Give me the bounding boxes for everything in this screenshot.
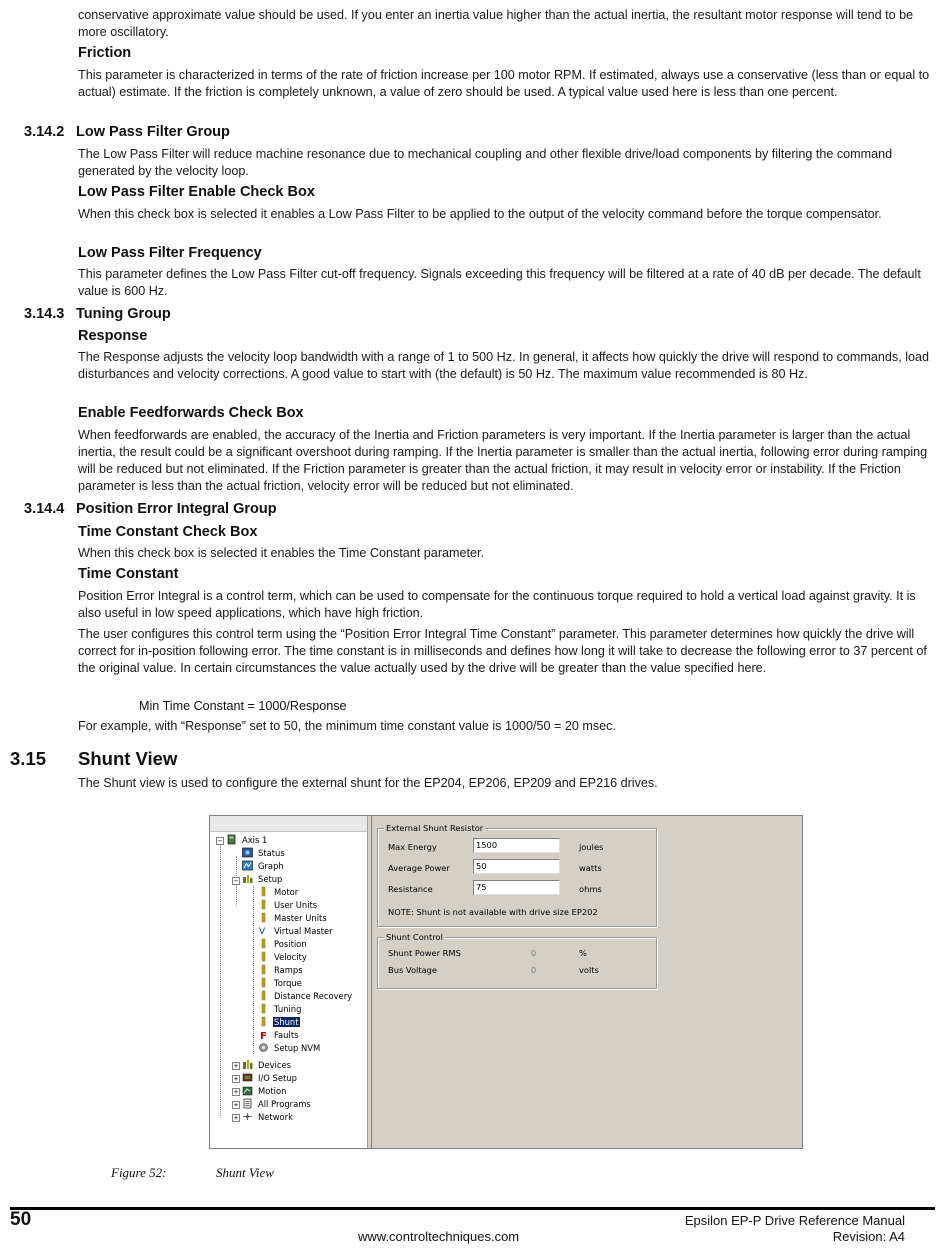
pane-splitter[interactable] <box>368 816 372 1148</box>
tree-node-faults[interactable]: F Faults <box>260 1030 299 1040</box>
motion-icon <box>242 1085 253 1096</box>
section-3-14-4-heading <box>24 500 277 518</box>
tree-node-torque[interactable]: Torque <box>258 977 303 990</box>
section-title: Position Error Integral Group <box>76 501 277 517</box>
max-energy-field[interactable]: 1500 <box>473 838 560 853</box>
tree-node-graph[interactable]: Graph <box>242 860 285 873</box>
revision: Revision: A4 <box>832 1229 905 1244</box>
paragraph-example: For example, with “Response” set to 50, the minimum time constant value is 1000/50 = 20 msec. <box>78 719 616 733</box>
paragraph-low-pass-filter: The Low Pass Filter will reduce machine resonance due to mechanical coupling and other flexible drive/load components by filtering the command generated by the velocity loop. <box>78 147 893 178</box>
resistance-label: Resistance <box>388 884 433 894</box>
heading-feedforwards: Enable Feedforwards Check Box <box>78 405 304 421</box>
paragraph-lpf-enable: When this check box is selected it enables a Low Pass Filter to be applied to the output of the velocity command before the torque compensator. <box>78 207 882 221</box>
section-number: 3.14.2 <box>24 124 65 140</box>
programs-icon <box>242 1098 253 1109</box>
collapse-axis-toggle[interactable]: − <box>217 837 223 845</box>
section-number: 3.14.3 <box>24 306 65 322</box>
graph-icon <box>242 860 253 871</box>
heading-time-constant: Time Constant <box>78 566 179 582</box>
tree-node-distance-recovery[interactable]: Distance Recovery <box>258 990 353 1003</box>
shunt-view-screenshot <box>209 815 803 1149</box>
expand-motion-toggle[interactable]: + <box>233 1088 239 1096</box>
tree-node-setup[interactable]: Setup <box>242 873 283 886</box>
section-3-15-heading <box>10 748 177 770</box>
tree-node-master-units[interactable]: Master Units <box>258 912 328 925</box>
svg-text:V: V <box>259 927 266 936</box>
section-3-14-3-heading <box>24 305 171 323</box>
max-energy-unit: joules <box>579 842 604 852</box>
expand-network-toggle[interactable]: + <box>233 1114 239 1122</box>
tree-node-velocity[interactable]: Velocity <box>258 951 308 964</box>
section-title: Shunt View <box>78 748 178 769</box>
paragraph-shunt-view: The Shunt view is used to configure the external shunt for the EP204, EP206, EP209 and EP216 drives. <box>78 776 658 790</box>
expand-io-setup-toggle[interactable]: + <box>233 1075 239 1083</box>
heading-lpf-enable: Low Pass Filter Enable Check Box <box>78 184 315 200</box>
paragraph-feedforwards: When feedforwards are enabled, the accuracy of the Inertia and Friction parameters is very important. If the Inertia parameter is larger than the actual inertia, the result could be a significant overshoot during ramping. If the Inertia parameter is smaller than the actual inertia, following error during ramping will be reduced but not eliminated. If the Friction parameter is greater than the actual friction, it may result in velocity error or instability. If the Friction parameter is less than the actual friction, velocity error will be reduced but not eliminated. <box>78 428 928 493</box>
page-number: 50 <box>10 1209 32 1230</box>
paragraph-time-constant-2: The user configures this control term using the “Position Error Integral Time Constant” parameter. This parameter determines how quickly the drive will correct for in-position following error. The time constant is in milliseconds and defines how long it will take to decrease the following error to 37 percent of the original value. In certain circumstances the value actually used by the drive will be greater than the value specified here. <box>78 627 927 675</box>
shunt-control-group <box>377 932 657 989</box>
section-3-14-2-heading <box>24 123 230 141</box>
average-power-label: Average Power <box>388 863 450 873</box>
io-setup-icon <box>242 1072 253 1083</box>
tree-node-position[interactable]: Position <box>258 938 308 951</box>
paragraph-inertia-end: conservative approximate value should be used. If you enter an inertia value higher than the actual inertia, the resultant motor response will tend to be more oscillatory. <box>78 8 914 39</box>
resistance-field[interactable]: 75 <box>473 880 560 895</box>
virtual-master-icon <box>258 925 269 936</box>
heading-time-constant-check: Time Constant Check Box <box>78 524 258 540</box>
section-title: Low Pass Filter Group <box>76 124 230 140</box>
resistance-unit: ohms <box>579 884 602 894</box>
tree-node-motion[interactable]: Motion <box>242 1085 287 1098</box>
tree-node-shunt[interactable]: Shunt <box>258 1016 300 1029</box>
navigation-tree <box>210 816 368 1148</box>
tree-node-network[interactable]: Network <box>242 1111 294 1124</box>
heading-lpf-frequency: Low Pass Filter Frequency <box>78 245 262 261</box>
tree-node-all-programs[interactable]: All Programs <box>242 1098 312 1111</box>
parameter-icon <box>258 964 269 975</box>
parameter-icon <box>258 1016 269 1027</box>
section-number: 3.15 <box>10 748 47 769</box>
nvm-icon <box>258 1042 269 1053</box>
tree-node-ramps[interactable]: Ramps <box>258 964 304 977</box>
tree-header <box>210 816 367 832</box>
svg-text:F: F <box>260 1031 267 1040</box>
tree-node-virtual-master[interactable]: V Virtual Master <box>259 926 333 936</box>
footer-url: www.controltechniques.com <box>358 1229 520 1244</box>
network-icon <box>242 1111 253 1122</box>
section-title: Tuning Group <box>76 306 171 322</box>
expand-devices-toggle[interactable]: + <box>233 1062 239 1070</box>
section-number: 3.14.4 <box>24 501 65 517</box>
parameter-icon <box>258 951 269 962</box>
group-label: Shunt Control <box>386 932 443 942</box>
tree-node-user-units[interactable]: User Units <box>258 899 318 912</box>
heading-response: Response <box>78 328 148 344</box>
average-power-unit: watts <box>579 863 602 873</box>
shunt-power-rms-label: Shunt Power RMS <box>388 948 461 958</box>
bus-voltage-value: 0 <box>531 965 537 975</box>
bus-voltage-unit: volts <box>579 965 599 975</box>
expand-all-programs-toggle[interactable]: + <box>233 1101 239 1109</box>
tree-node-tuning[interactable]: Tuning <box>258 1003 302 1016</box>
parameter-icon <box>258 977 269 988</box>
figure-title: Shunt View <box>216 1165 274 1180</box>
parameter-icon <box>258 912 269 923</box>
paragraph-time-constant-1: Position Error Integral is a control term, which can be used to compensate for the continuous torque required to hold a vertical load against gravity. It is also useful in low speed applications, which have high friction. <box>78 589 916 620</box>
parameter-icon <box>258 990 269 1001</box>
parameter-icon <box>258 1003 269 1014</box>
tree-node-setup-nvm[interactable]: Setup NVM <box>258 1042 321 1055</box>
heading-friction: Friction <box>78 45 132 61</box>
parameter-icon <box>258 899 269 910</box>
status-icon <box>242 847 253 858</box>
collapse-setup-toggle[interactable]: − <box>233 877 239 885</box>
external-shunt-resistor-group <box>377 823 657 927</box>
parameter-icon <box>258 938 269 949</box>
shunt-power-rms-value: 0 <box>531 948 537 958</box>
tree-node-axis-1[interactable]: Axis 1 <box>226 834 268 847</box>
tree-node-io-setup[interactable]: I/O Setup <box>242 1072 298 1085</box>
paragraph-friction: This parameter is characterized in terms of the rate of friction increase per 100 motor RPM. If estimated, always use a conservative (less than or equal to actual) estimate. If the friction is completely unknown, a value of zero should be used. A typical value used here is less than one percent. <box>78 68 930 99</box>
tree-node-status[interactable]: Status <box>242 847 286 860</box>
faults-icon <box>258 1029 269 1040</box>
setup-icon <box>242 873 253 884</box>
tree-node-motor[interactable]: Motor <box>258 886 299 899</box>
paragraph-time-constant-check: When this check box is selected it enables the Time Constant parameter. <box>78 546 485 560</box>
bus-voltage-label: Bus Voltage <box>388 965 438 975</box>
shunt-power-rms-unit: % <box>579 948 587 958</box>
devices-icon <box>242 1059 253 1070</box>
manual-title: Epsilon EP-P Drive Reference Manual <box>684 1213 905 1228</box>
shunt-note: NOTE: Shunt is not available with drive size EP202 <box>388 907 598 917</box>
tree-node-devices[interactable]: Devices <box>242 1059 292 1072</box>
drive-icon <box>226 834 237 845</box>
formula-min-time-constant: Min Time Constant = 1000/Response <box>139 699 347 713</box>
footer-divider <box>10 1207 935 1210</box>
figure-label: Figure 52: <box>111 1165 167 1180</box>
parameter-icon <box>258 886 269 897</box>
paragraph-response: The Response adjusts the velocity loop bandwidth with a range of 1 to 500 Hz. In general, it affects how quickly the drive will respond to commands, load disturbances and velocity corrections. A good value to start with (the default) is 50 Hz. The maximum value recommended is 80 Hz. <box>78 350 930 381</box>
average-power-field[interactable]: 50 <box>473 859 560 874</box>
max-energy-label: Max Energy <box>388 842 437 852</box>
paragraph-lpf-frequency: This parameter defines the Low Pass Filter cut-off frequency. Signals exceeding this frequency will be filtered at a rate of 40 dB per decade. The default value is 600 Hz. <box>78 267 921 298</box>
group-label: External Shunt Resistor <box>386 823 484 833</box>
